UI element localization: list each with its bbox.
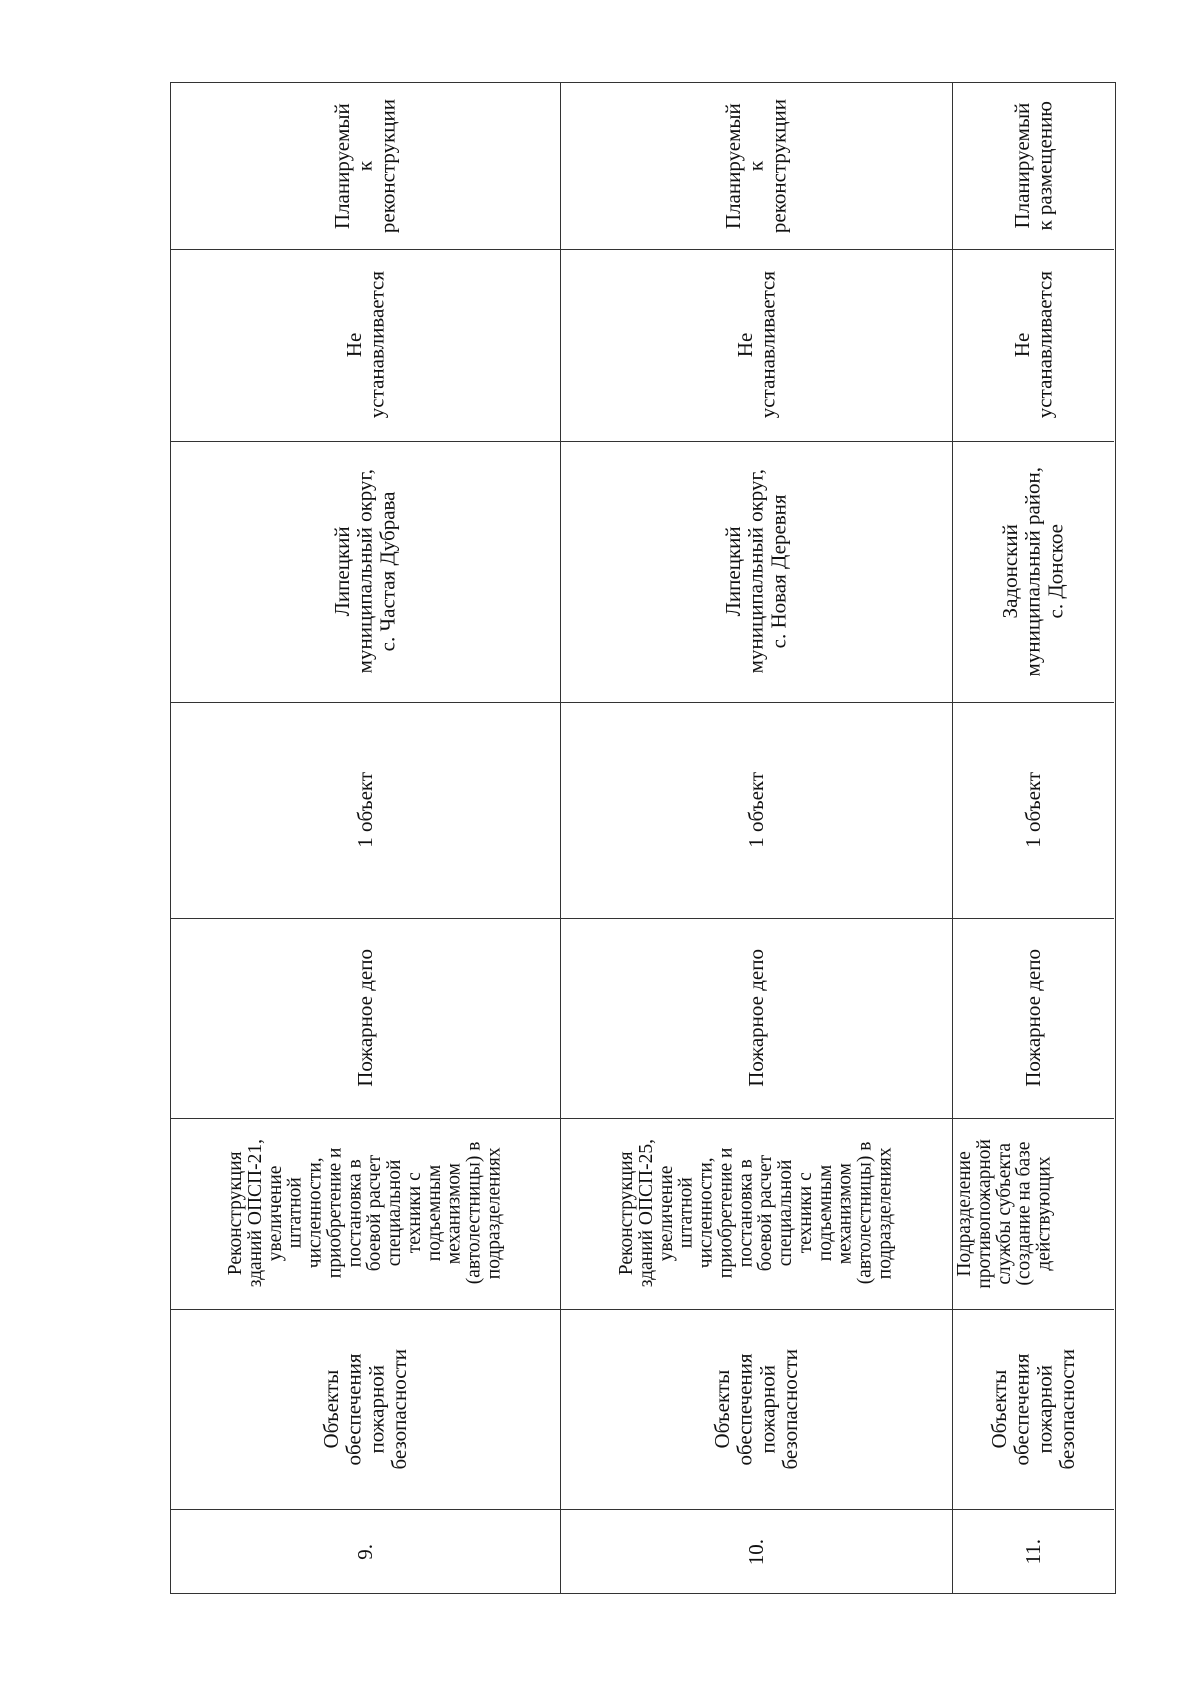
row-category-cell — [171, 1309, 560, 1509]
row-category: Объекты обеспечения пожарной безопасности — [319, 1348, 412, 1470]
row-status-cell — [171, 83, 560, 249]
row-number: 10. — [744, 1538, 769, 1566]
row-status-cell — [561, 83, 952, 249]
row-quantity: 1 объект — [353, 772, 378, 848]
rotated-table — [170, 82, 1116, 1594]
row-number: 9. — [353, 1544, 378, 1560]
row-quantity-cell — [171, 702, 560, 918]
row-zone-cell — [171, 249, 560, 441]
row-type-cell — [171, 918, 560, 1118]
row-number-cell — [171, 1509, 560, 1595]
row-purpose: Реконструкция зданий ОПСП-25, увеличение штатной численности, приобретение и постановка в боевой расчет специальной техники с подъемным механизмом (автолестницы) в подразделениях — [616, 1139, 896, 1288]
row-number-cell — [561, 1509, 952, 1595]
row-purpose: Подразделение противопожарной службы субъекта (создание на базе действующих — [954, 1138, 1055, 1289]
row-number: 11. — [1021, 1539, 1046, 1565]
row-quantity-cell — [953, 702, 1114, 918]
row-quantity-cell — [561, 702, 952, 918]
row-quantity: 1 объект — [744, 772, 769, 848]
row-category-cell — [561, 1309, 952, 1509]
row-type-cell — [561, 918, 952, 1118]
table-row — [561, 83, 953, 1593]
row-status: Планируемый к реконструкции — [330, 98, 400, 234]
row-location-cell — [953, 441, 1114, 702]
row-category-cell — [953, 1309, 1114, 1509]
row-status: Планируемый к размещению — [1009, 101, 1057, 231]
row-zone: Не устанавливается — [341, 271, 389, 419]
table-row — [953, 83, 1114, 1593]
row-location: Липецкий муниципальный округ, с. Новая Деревня — [721, 469, 791, 674]
row-zone: Не устанавливается — [732, 271, 780, 419]
row-zone: Не устанавливается — [1009, 271, 1057, 419]
row-type: Пожарное депо — [353, 949, 378, 1087]
row-location-cell — [171, 441, 560, 702]
row-purpose-cell — [561, 1118, 952, 1309]
row-location: Задонский муниципальный район, с. Донское — [998, 466, 1068, 677]
row-number-cell — [953, 1509, 1114, 1595]
row-quantity: 1 объект — [1021, 772, 1046, 848]
row-purpose: Реконструкция зданий ОПСП-21, увеличение штатной численности, приобретение и постановка в боевой расчет специальной техники с подъемным механизмом (автолестницы) в подразделениях — [225, 1139, 505, 1288]
row-zone-cell — [561, 249, 952, 441]
row-status-cell — [953, 83, 1114, 249]
row-zone-cell — [953, 249, 1114, 441]
row-location-cell — [561, 441, 952, 702]
row-purpose-cell — [171, 1118, 560, 1309]
row-purpose-cell — [953, 1118, 1116, 1309]
row-location: Липецкий муниципальный округ, с. Частая Дубрава — [330, 469, 400, 674]
row-type: Пожарное депо — [1021, 949, 1046, 1087]
row-category: Объекты обеспечения пожарной безопасности — [987, 1348, 1080, 1470]
table-row — [171, 83, 561, 1593]
row-status: Планируемый к реконструкции — [721, 98, 791, 234]
row-type: Пожарное депо — [744, 949, 769, 1087]
row-category: Объекты обеспечения пожарной безопасности — [710, 1348, 803, 1470]
row-type-cell — [953, 918, 1114, 1118]
